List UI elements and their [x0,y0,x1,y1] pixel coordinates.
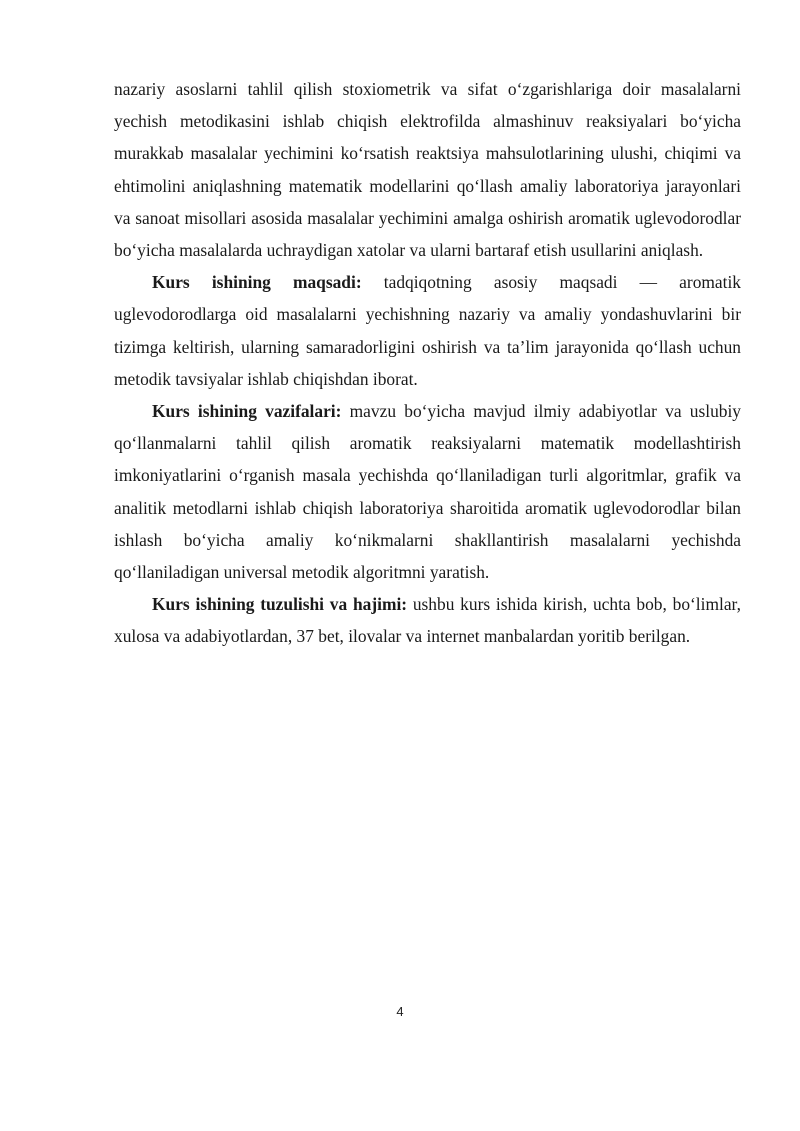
paragraph-text: nazariy asoslarni tahlil qilish stoxiometrik va sifat o‘zgarishlariga doir masalalarni yechish metodikasini ishlab chiqish elektrofilda almashinuv reaksiyalari bo‘yicha murakkab masalalar yechimini ko‘rsatish reaktsiya mahsulotlarining ulushi, chiqimi va ehtimolini aniqlashning matematik modellarini qo‘llash amaliy laboratoriya jarayonlari va sanoat misollari asosida masalalar yechimini amalga oshirish aromatik uglevodorodlar bo‘yicha masalalarda uchraydigan xatolar va ularni bartaraf etish usullarini aniqlash. [114,79,741,261]
paragraph-text: tadqiqotning asosiy maqsadi — aromatik uglevodorodlarga oid masalalarni yechishning nazariy va amaliy yondashuvlarini bir tizimga keltirish, ularning samaradorligini oshirish va ta’lim jarayonida qo‘llash uchun metodik tavsiyalar ishlab chiqishdan iborat. [114,272,741,389]
paragraph-tasks [114,395,741,588]
page-number: 4 [396,1004,404,1019]
paragraph-heading: Kurs ishining tuzulishi va hajimi: [152,594,408,615]
paragraph-aim [114,266,741,395]
paragraph-structure [114,588,741,652]
paragraph-text: mavzu bo‘yicha mavjud ilmiy adabiyotlar va uslubiy qo‘llanmalarni tahlil qilish aromatik reaksiyalarni matematik modellashtirish imkoniyatlarini o‘rganish masala yechishda qo‘llaniladigan turli algoritmlar, grafik va analitik metodlarni ishlab chiqish laboratoriya sharoitida aromatik uglevodorodlar bilan ishlash bo‘yicha amaliy ko‘nikmalarni shakllantirish masalalarni yechishda qo‘llaniladigan universal metodik algoritmni yaratish. [114,401,741,583]
body-text [114,73,741,653]
paragraph-heading: Kurs ishining maqsadi: [152,272,362,293]
paragraph-text: ushbu kurs ishida kirish, uchta bob, bo‘limlar, xulosa va adabiyotlardan, 37 bet, ilovalar va internet manbalardan yoritib berilgan. [114,594,741,647]
paragraph-continuation [114,73,741,266]
paragraph-heading: Kurs ishining vazifalari: [152,401,342,422]
